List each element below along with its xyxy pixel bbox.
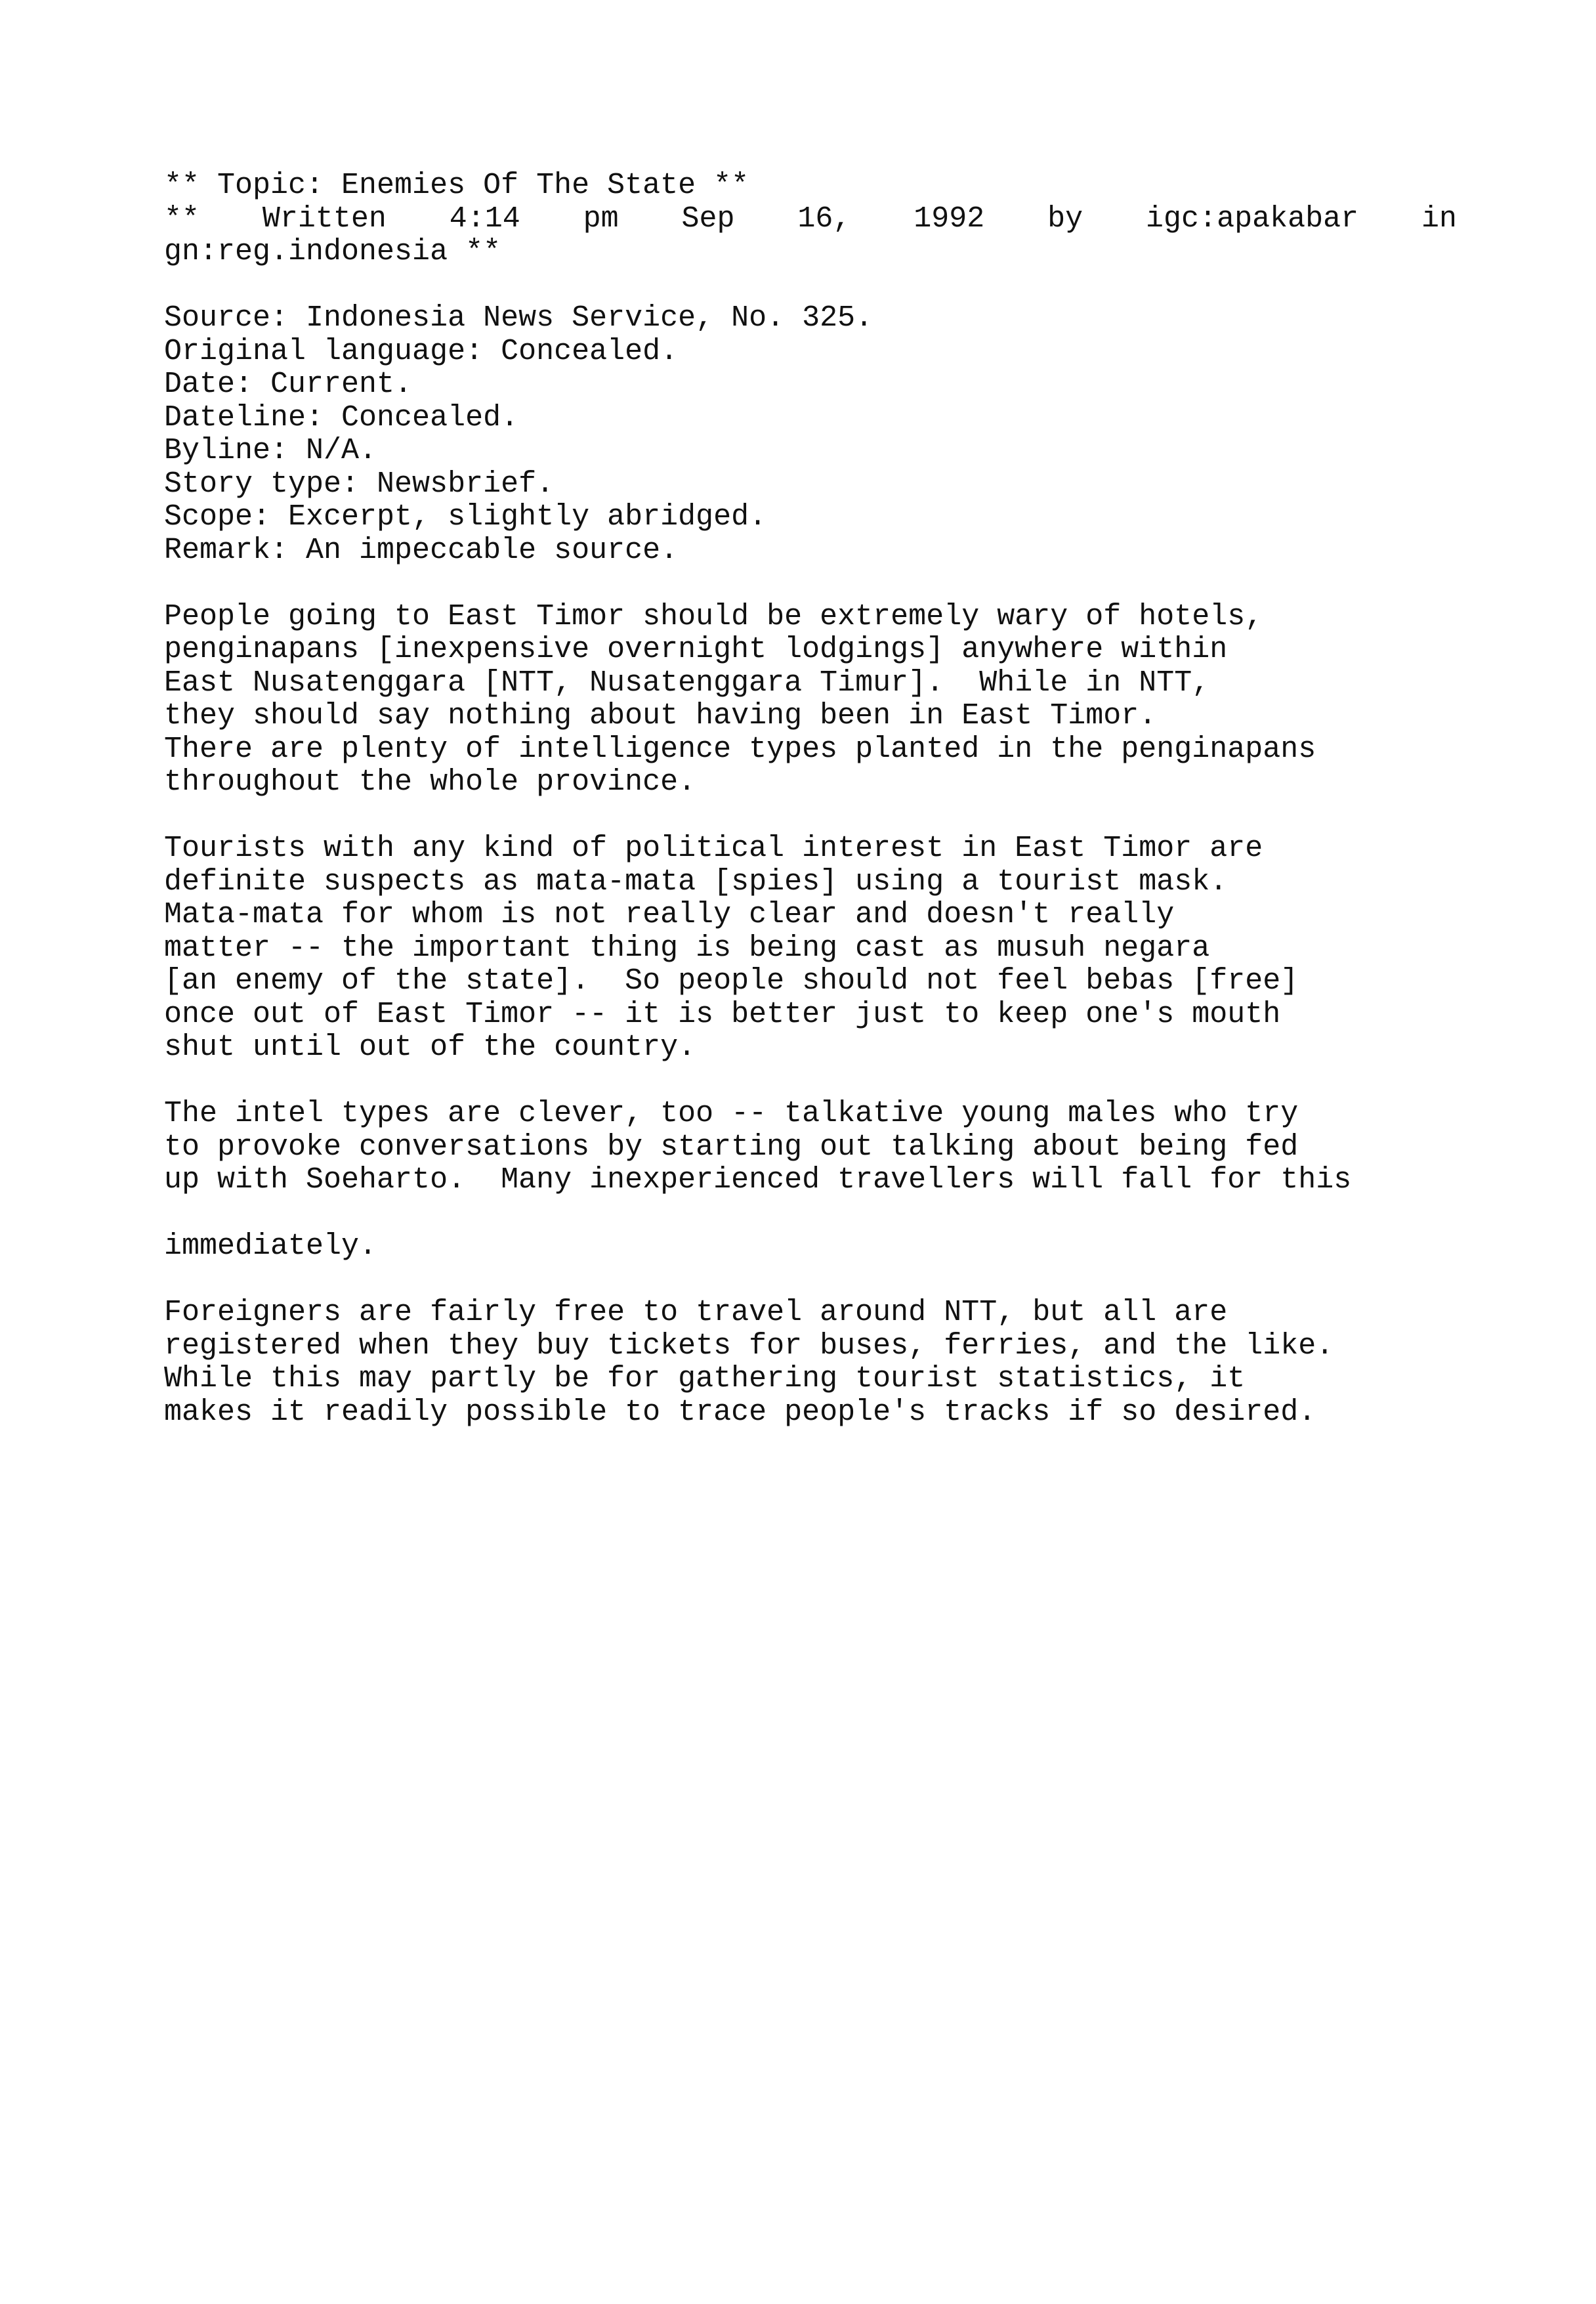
paragraph-line: once out of East Timor -- it is better just to keep one's mouth <box>164 997 1281 1031</box>
paragraph-hotels <box>164 601 1457 800</box>
written-token: by <box>1047 202 1083 236</box>
written-token: ** <box>164 202 200 236</box>
meta-date: Date: Current. <box>164 368 413 401</box>
paragraph-line: up with Soeharto. Many inexperienced travellers will fall for this <box>164 1163 1352 1197</box>
meta-source: Source: Indonesia News Service, No. 325. <box>164 301 873 335</box>
paragraph-immediately <box>164 1230 1457 1264</box>
spacer <box>164 1197 1457 1231</box>
paragraph-line: There are plenty of intelligence types planted in the penginapans <box>164 732 1316 766</box>
paragraph-line: penginapans [inexpensive overnight lodgings] anywhere within <box>164 633 1228 666</box>
paragraph-tourists <box>164 832 1457 1065</box>
paragraph-line: makes it readily possible to trace people's tracks if so desired. <box>164 1395 1316 1429</box>
paragraph-line: Tourists with any kind of political interest in East Timor are <box>164 832 1263 865</box>
paragraph-line: Foreigners are fairly free to travel around NTT, but all are <box>164 1296 1228 1329</box>
meta-story-type: Story type: Newsbrief. <box>164 467 555 501</box>
paragraph-foreigners <box>164 1296 1457 1429</box>
written-token: 1992 <box>914 202 985 236</box>
paragraph-line: immediately. <box>164 1229 377 1263</box>
paragraph-line: People going to East Timor should be extremely wary of hotels, <box>164 599 1263 633</box>
meta-dateline: Dateline: Concealed. <box>164 400 519 435</box>
written-token: 16, <box>797 202 851 236</box>
spacer <box>164 1065 1457 1098</box>
written-line <box>164 203 1457 236</box>
paragraph-line: matter -- the important thing is being cast as musuh negara <box>164 931 1210 965</box>
spacer <box>164 1264 1457 1297</box>
spacer <box>164 567 1457 601</box>
written-token: pm <box>583 202 619 236</box>
paragraph-line: registered when they buy tickets for buses, ferries, and the like. <box>164 1329 1334 1363</box>
paragraph-line: definite suspects as mata-mata [spies] using a tourist mask. <box>164 864 1228 899</box>
paragraph-line: While this may partly be for gathering tourist statistics, it <box>164 1362 1246 1396</box>
written-line-continuation: gn:reg.indonesia ** <box>164 235 501 268</box>
metadata-block <box>164 302 1457 567</box>
document-page <box>164 169 1457 1429</box>
meta-byline: Byline: N/A. <box>164 434 377 467</box>
meta-original-language: Original language: Concealed. <box>164 334 679 368</box>
paragraph-line: Mata-mata for whom is not really clear and doesn't really <box>164 898 1175 931</box>
written-token: Written <box>262 202 387 236</box>
topic-line: ** Topic: Enemies Of The State ** <box>164 169 749 202</box>
meta-remark: Remark: An impeccable source. <box>164 533 679 567</box>
paragraph-line: they should say nothing about having been in East Timor. <box>164 699 1157 733</box>
written-token: 4:14 <box>449 202 520 236</box>
written-token: igc:apakabar <box>1146 202 1359 236</box>
paragraph-line: East Nusatenggara [NTT, Nusatenggara Timur]. While in NTT, <box>164 666 1210 700</box>
paragraph-line: [an enemy of the state]. So people should not feel bebas [free] <box>164 964 1299 998</box>
written-token: in <box>1421 202 1457 236</box>
paragraph-line: to provoke conversations by starting out talking about being fed <box>164 1130 1299 1164</box>
spacer <box>164 269 1457 303</box>
written-token: Sep <box>681 202 735 236</box>
paragraph-line: shut until out of the country. <box>164 1031 696 1064</box>
spacer <box>164 800 1457 833</box>
paragraph-line: throughout the whole province. <box>164 765 696 799</box>
paragraph-intel <box>164 1098 1457 1197</box>
paragraph-line: The intel types are clever, too -- talkative young males who try <box>164 1097 1299 1130</box>
meta-scope: Scope: Excerpt, slightly abridged. <box>164 500 767 534</box>
